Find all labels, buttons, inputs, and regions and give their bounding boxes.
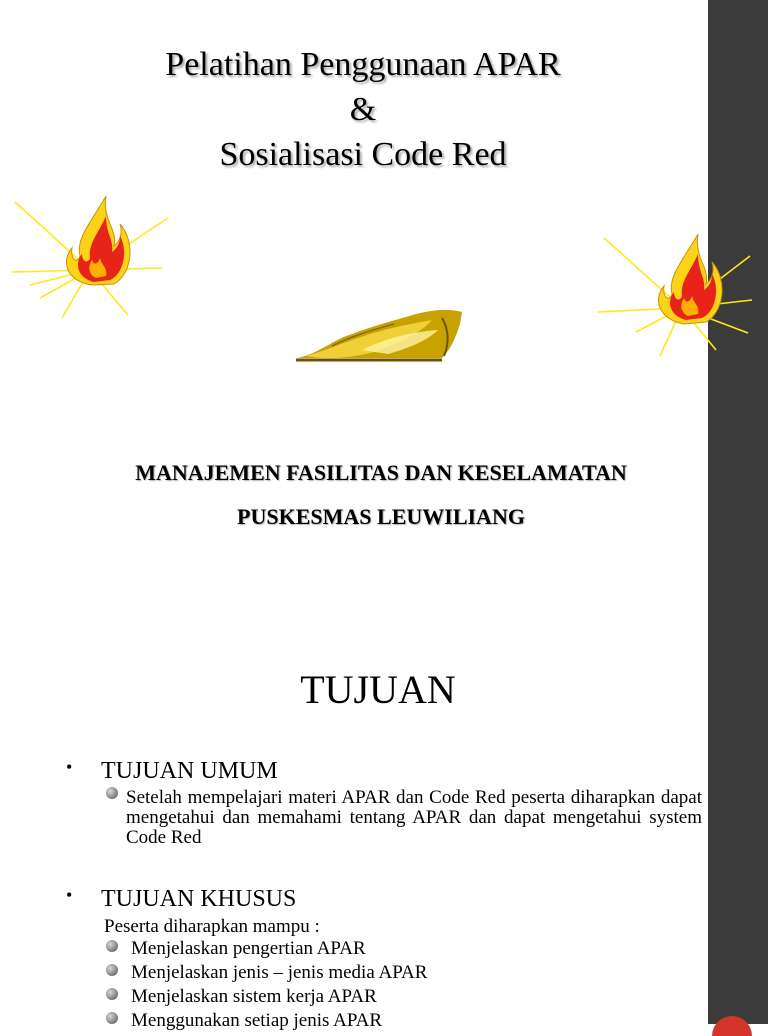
tujuan-umum-text: Setelah mempelajari materi APAR dan Code Red peserta diharapkan dapat mengetahui dan memahami tentang APAR dan dapat mengetahui system Code Red [126, 787, 702, 848]
tujuan-umum-label: TUJUAN UMUM [101, 758, 278, 784]
sub-bullet-icon [106, 940, 118, 952]
tujuan-khusus-intro: Peserta diharapkan mampu : [104, 916, 320, 937]
sub-bullet-icon [106, 988, 118, 1000]
section-heading: TUJUAN [300, 667, 456, 712]
sub-bullet-icon [106, 964, 118, 976]
gold-pile-icon [292, 306, 468, 366]
flame-icon [598, 228, 754, 360]
list-item: Menjelaskan pengertian APAR [131, 938, 366, 959]
flame-icon [10, 190, 170, 325]
list-item: Menjelaskan jenis – jenis media APAR [131, 962, 428, 983]
organization-name-line-1: MANAJEMEN FASILITAS DAN KESELAMATAN [135, 460, 627, 485]
slide-title-line-2: & [349, 91, 377, 128]
list-item: Menggunakan setiap jenis APAR [131, 1010, 383, 1031]
sub-bullet-icon [106, 787, 118, 799]
sub-bullet-icon [106, 1012, 118, 1024]
bullet-icon: • [66, 757, 73, 777]
bullet-icon: • [66, 885, 73, 905]
slide-title-line-1: Pelatihan Penggunaan APAR [165, 46, 561, 83]
list-item: Menjelaskan sistem kerja APAR [131, 986, 377, 1007]
tujuan-khusus-label: TUJUAN KHUSUS [101, 886, 297, 912]
organization-name-line-2: PUSKESMAS LEUWILIANG [237, 504, 525, 529]
slide-title-line-3: Sosialisasi Code Red [219, 136, 507, 173]
